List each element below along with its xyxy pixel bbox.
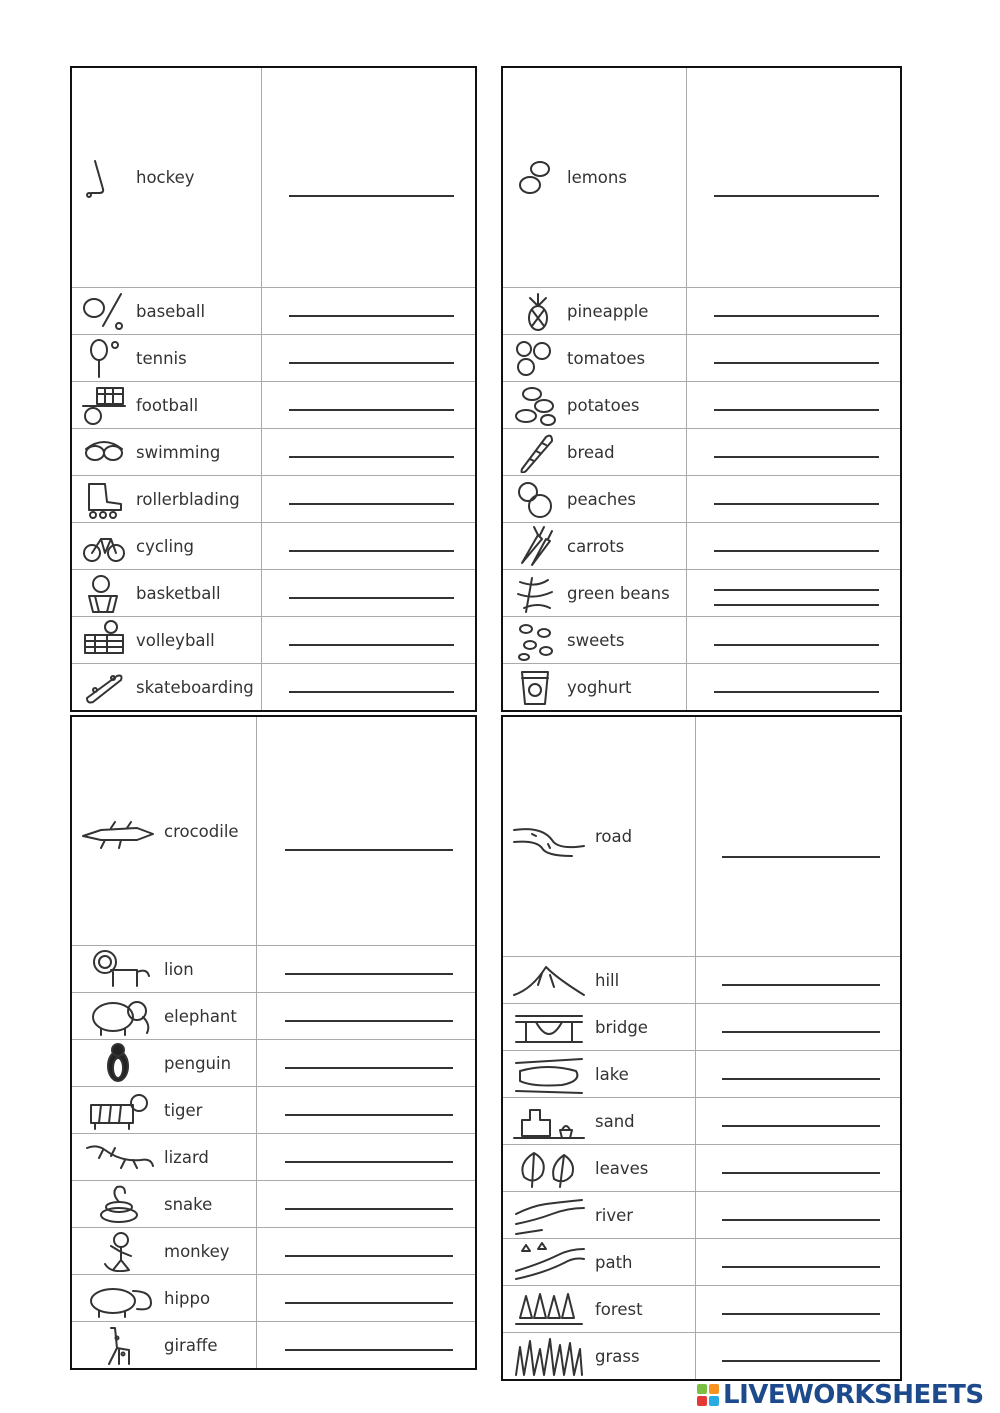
logo-text: LIVEWORKSHEETS: [723, 1380, 984, 1410]
basketball-icon: [78, 570, 130, 616]
potato-icon: [509, 382, 561, 428]
table-row: [503, 68, 900, 288]
answer-line[interactable]: [285, 1114, 453, 1116]
table-row: [503, 429, 900, 476]
sports-panel: [70, 66, 477, 712]
word-label: crocodile: [164, 821, 239, 841]
table-row: [72, 1322, 475, 1369]
table-row: [503, 1098, 900, 1145]
answer-line[interactable]: [722, 1031, 879, 1033]
answer-line[interactable]: [722, 1219, 879, 1221]
word-label: hippo: [164, 1288, 211, 1308]
table-row: [72, 717, 475, 946]
answer-line[interactable]: [289, 195, 453, 197]
answer-line[interactable]: [714, 456, 878, 458]
food-table: [503, 68, 900, 710]
tennis-racket-icon: [78, 335, 130, 381]
lake-icon: [509, 1051, 589, 1097]
answer-line[interactable]: [289, 644, 453, 646]
word-label: volleyball: [136, 630, 215, 650]
table-row: [72, 476, 475, 523]
answer-line[interactable]: [285, 1161, 453, 1163]
answer-line[interactable]: [285, 1302, 453, 1304]
word-label: green beans: [567, 583, 670, 603]
word-label: pineapple: [567, 301, 649, 321]
table-row: [503, 957, 900, 1004]
word-label: snake: [164, 1194, 213, 1214]
green-beans-icon: [509, 570, 561, 616]
table-row: [503, 1239, 900, 1286]
answer-line[interactable]: [285, 1255, 453, 1257]
answer-line[interactable]: [722, 856, 879, 858]
table-row: [503, 1051, 900, 1098]
river-icon: [509, 1192, 589, 1238]
football-icon: [78, 382, 130, 428]
answer-line[interactable]: [714, 503, 878, 505]
table-row: [503, 617, 900, 664]
word-label: grass: [595, 1346, 640, 1366]
table-row: [503, 1145, 900, 1192]
answer-line[interactable]: [714, 550, 878, 552]
word-label: carrots: [567, 536, 625, 556]
word-label: rollerblading: [136, 489, 240, 509]
word-label: bridge: [595, 1017, 648, 1037]
table-row: [503, 570, 900, 617]
yoghurt-icon: [509, 664, 561, 710]
word-label: leaves: [595, 1158, 649, 1178]
answer-line[interactable]: [722, 1360, 879, 1362]
word-label: skateboarding: [136, 677, 254, 697]
answer-line[interactable]: [714, 362, 878, 364]
animals-panel: [70, 715, 477, 1370]
table-row: [503, 382, 900, 429]
lion-icon: [78, 946, 158, 992]
word-label: hockey: [136, 168, 195, 187]
answer-line[interactable]: [714, 589, 878, 591]
answer-line[interactable]: [289, 409, 453, 411]
hippo-icon: [78, 1275, 158, 1321]
word-label: peaches: [567, 489, 637, 509]
answer-line[interactable]: [714, 195, 878, 197]
word-label: cycling: [136, 536, 195, 556]
table-row: [72, 429, 475, 476]
table-row: [72, 523, 475, 570]
sweets-icon: [509, 617, 561, 663]
road-icon: [509, 814, 589, 860]
word-label: monkey: [164, 1241, 230, 1261]
food-panel: [501, 66, 902, 712]
table-row: [503, 476, 900, 523]
giraffe-icon: [78, 1322, 158, 1368]
answer-line[interactable]: [289, 691, 453, 693]
table-row: [72, 664, 475, 711]
sports-table: [72, 68, 475, 710]
word-label: baseball: [136, 301, 206, 321]
word-label: river: [595, 1205, 634, 1225]
penguin-icon: [78, 1040, 158, 1086]
table-row: [72, 1228, 475, 1275]
monkey-icon: [78, 1228, 158, 1274]
answer-line[interactable]: [722, 1313, 879, 1315]
answer-line[interactable]: [714, 604, 878, 606]
table-row: [72, 68, 475, 288]
table-row: [503, 1004, 900, 1051]
answer-line[interactable]: [722, 1125, 879, 1127]
table-row: [72, 946, 475, 993]
answer-line[interactable]: [714, 644, 878, 646]
bicycle-icon: [78, 523, 130, 569]
bridge-icon: [509, 1004, 589, 1050]
answer-line[interactable]: [289, 362, 453, 364]
table-row: [72, 1275, 475, 1322]
table-row: [72, 1040, 475, 1087]
answer-line[interactable]: [285, 1067, 453, 1069]
bread-icon: [509, 429, 561, 475]
table-row: [503, 335, 900, 382]
table-row: [503, 1192, 900, 1239]
word-label: penguin: [164, 1053, 232, 1073]
word-label: sweets: [567, 630, 625, 650]
answer-line[interactable]: [722, 1078, 879, 1080]
carrot-icon: [509, 523, 561, 569]
answer-line[interactable]: [285, 1020, 453, 1022]
sandcastle-icon: [509, 1098, 589, 1144]
table-row: [503, 1333, 900, 1380]
table-row: [72, 617, 475, 664]
answer-line[interactable]: [722, 1172, 879, 1174]
places-panel: [501, 715, 902, 1381]
word-label: lemons: [567, 168, 627, 187]
snake-icon: [78, 1181, 158, 1227]
rollerblade-icon: [78, 476, 130, 522]
word-label: tomatoes: [567, 348, 646, 368]
places-table: [503, 717, 900, 1379]
table-row: [72, 382, 475, 429]
table-row: [503, 664, 900, 711]
word-label: lion: [164, 959, 194, 979]
word-label: giraffe: [164, 1335, 218, 1355]
forest-icon: [509, 1286, 589, 1332]
word-label: sand: [595, 1111, 635, 1131]
logo-mark-icon: [697, 1384, 719, 1406]
path-icon: [509, 1239, 589, 1285]
table-row: [72, 288, 475, 335]
word-label: tennis: [136, 348, 187, 368]
tomato-icon: [509, 335, 561, 381]
table-row: [72, 1087, 475, 1134]
answer-line[interactable]: [285, 1208, 453, 1210]
liveworksheets-logo: [697, 1380, 997, 1410]
word-label: path: [595, 1252, 633, 1272]
answer-line[interactable]: [289, 550, 453, 552]
table-row: [503, 717, 900, 957]
table-row: [72, 993, 475, 1040]
table-row: [72, 1134, 475, 1181]
word-label: forest: [595, 1299, 643, 1319]
answer-line[interactable]: [289, 456, 453, 458]
table-row: [503, 1286, 900, 1333]
answer-line[interactable]: [722, 984, 879, 986]
word-label: hill: [595, 970, 620, 990]
word-label: basketball: [136, 583, 221, 603]
answer-line[interactable]: [722, 1266, 879, 1268]
answer-line[interactable]: [714, 315, 878, 317]
elephant-icon: [78, 993, 158, 1039]
answer-line[interactable]: [285, 973, 453, 975]
lizard-icon: [78, 1134, 158, 1180]
word-label: swimming: [136, 442, 221, 462]
baseball-icon: [78, 288, 130, 334]
word-label: yoghurt: [567, 677, 632, 697]
volleyball-icon: [78, 617, 130, 663]
word-label: road: [595, 827, 633, 846]
table-row: [503, 523, 900, 570]
table-row: [72, 335, 475, 382]
answer-line[interactable]: [714, 691, 878, 693]
leaves-icon: [509, 1145, 589, 1191]
lemon-icon: [509, 155, 561, 201]
word-label: lizard: [164, 1147, 209, 1167]
crocodile-icon: [78, 808, 158, 854]
answer-line[interactable]: [289, 503, 453, 505]
answer-line[interactable]: [714, 409, 878, 411]
word-label: tiger: [164, 1100, 203, 1120]
answer-line[interactable]: [289, 315, 453, 317]
table-row: [72, 570, 475, 617]
answer-line[interactable]: [289, 597, 453, 599]
word-label: elephant: [164, 1006, 237, 1026]
tiger-icon: [78, 1087, 158, 1133]
animals-table: [72, 717, 475, 1368]
grass-icon: [509, 1333, 589, 1379]
answer-line[interactable]: [285, 1349, 453, 1351]
word-label: potatoes: [567, 395, 640, 415]
word-label: lake: [595, 1064, 629, 1084]
word-label: football: [136, 395, 199, 415]
word-label: bread: [567, 442, 615, 462]
table-row: [72, 1181, 475, 1228]
table-row: [503, 288, 900, 335]
answer-line[interactable]: [285, 849, 453, 851]
skateboard-icon: [78, 664, 130, 710]
goggles-icon: [78, 429, 130, 475]
hill-icon: [509, 957, 589, 1003]
hockey-stick-icon: [78, 155, 130, 201]
peach-icon: [509, 476, 561, 522]
pineapple-icon: [509, 288, 561, 334]
